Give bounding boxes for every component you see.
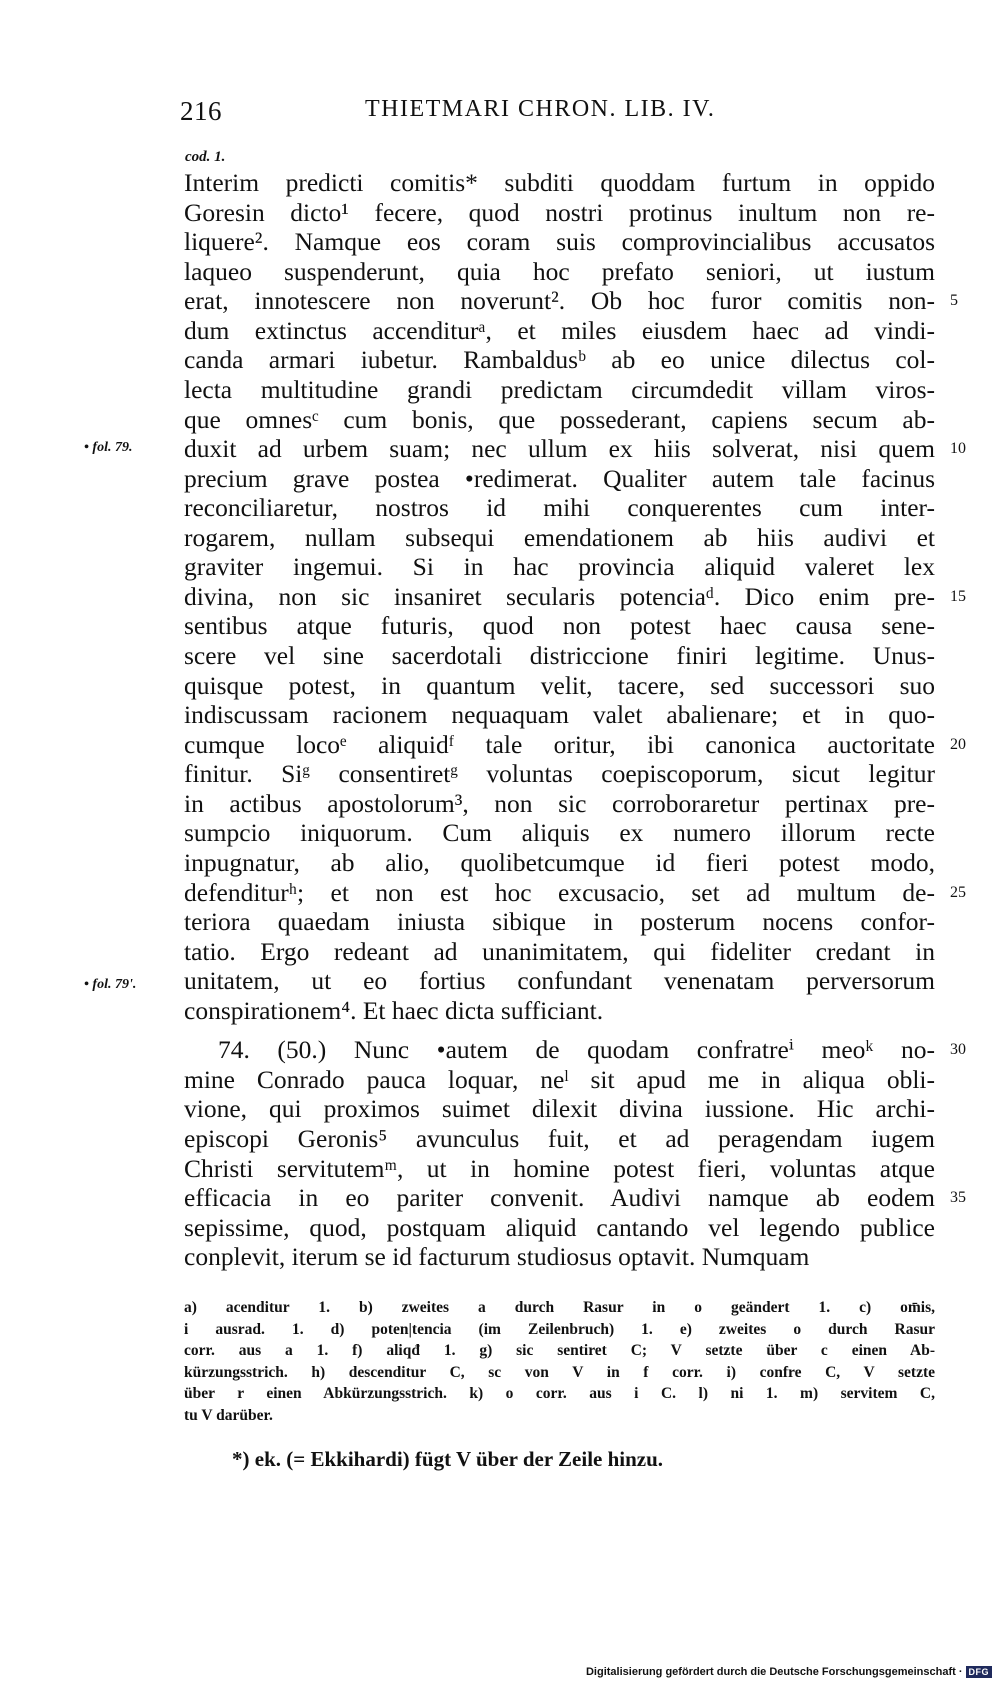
line-text: efficacia in eo pariter convenit. Audivi namque ab eodem <box>184 1183 935 1213</box>
line-text: Goresin dicto¹ fecere, quod nostri protinus inultum non re- <box>184 197 935 227</box>
line-text: defenditurʰ; et non est hoc excusacio, set ad multum de- <box>184 877 935 907</box>
text-line <box>184 966 935 996</box>
line-text: finitur. Siᵍ consentiretᵍ voluntas coepiscoporum, sicut legitur <box>184 759 935 789</box>
footnote-line: über r einen Abkürzungsstrich. k) o corr. aus i C. l) ni 1. m) servitem C, <box>184 1385 935 1402</box>
running-title: THIETMARI CHRON. LIB. IV. <box>365 96 716 122</box>
text-line <box>184 937 935 967</box>
line-text: Christi servitutemᵐ, ut in homine potest fieri, voluntas atque <box>184 1153 935 1183</box>
text-line <box>184 641 935 671</box>
line-text: rogarem, nullam subsequi emendationem ab hiis audivi et <box>184 522 935 552</box>
line-text: tatio. Ergo redeant ad unanimitatem, qui fideliter credant in <box>184 936 935 966</box>
text-line <box>184 405 935 435</box>
line-number: 5 <box>950 292 958 310</box>
line-text: sumpcio iniquorum. Cum aliquis ex numero illorum recte <box>184 818 935 848</box>
line-text: erat, innotescere non noverunt². Ob hoc furor comitis non- <box>184 286 935 316</box>
text-line <box>184 611 935 641</box>
text-line <box>184 729 966 760</box>
line-text: scere vel sine sacerdotali districcione finiri legitime. Unus- <box>184 641 935 670</box>
line-text: reconciliaretur, nostros id mihi conquerentes cum inter- <box>184 493 935 523</box>
line-text: divina, non sic insaniret secularis potenciaᵈ. Dico enim pre- <box>184 581 935 611</box>
text-line <box>184 700 935 730</box>
text-line <box>184 877 966 908</box>
text-line <box>184 493 935 523</box>
text-line <box>184 286 958 316</box>
line-text: canda armari iubetur. Rambaldusᵇ ab eo unice dilectus col- <box>184 345 935 375</box>
text-line <box>184 581 966 612</box>
line-text: precium grave postea •redimerat. Qualiter autem tale facinus <box>184 463 935 493</box>
main-text <box>184 168 966 1272</box>
line-text: mine Conrado pauca loquar, neˡ sit apud me in aliqua obli- <box>184 1064 935 1094</box>
line-text: indiscussam racionem nequaquam valet abalienare; et in quo- <box>184 700 935 730</box>
line-text: in actibus apostolorum³, non sic corroboraretur pertinax pre- <box>184 788 935 818</box>
line-text: Interim predicti comitis* subditi quoddam furtum in oppido <box>184 168 935 197</box>
text-line <box>184 1183 966 1213</box>
text-line <box>184 345 935 375</box>
line-number: 25 <box>950 883 966 901</box>
text-line <box>184 1094 935 1124</box>
digitization-credit <box>586 1666 992 1678</box>
line-number: 20 <box>950 735 966 753</box>
line-text: que omnesᶜ cum bonis, que possederant, capiens secum ab- <box>184 404 935 434</box>
line-text: 74. (50.) Nunc •autem de quodam confratreⁱ meoᵏ no- <box>218 1035 935 1065</box>
text-line <box>184 523 935 553</box>
text-line <box>184 434 966 464</box>
footnote-line: kürzungsstrich. h) descenditur C, sc von V in f corr. i) confre C, V setzte <box>184 1363 935 1381</box>
text-line <box>184 227 935 257</box>
footnotes <box>184 1297 935 1426</box>
text-line <box>184 168 935 198</box>
line-text: conplevit, iterum se id facturum studiosus optavit. Numquam <box>184 1242 810 1272</box>
line-text: sentibus atque futuris, quod non potest haec causa sene- <box>184 611 935 641</box>
text-line <box>184 671 935 701</box>
line-text: teriora quaedam iniusta sibique in posterum nocens confor- <box>184 907 935 937</box>
asterisk-note: *) ek. (= Ekkihardi) fügt V über der Zeile hinzu. <box>232 1447 664 1471</box>
line-text: vione, qui proximos suimet dilexit divina iussione. Hic archi- <box>184 1094 935 1124</box>
footnote-line: a) acenditur 1. b) zweites a durch Rasur in o geändert 1. c) om̄is, <box>184 1299 935 1316</box>
line-text: conspirationem⁴. Et haec dicta sufficiant. <box>184 995 604 1025</box>
line-text: inpugnatur, ab alio, quolibetcumque id fieri potest modo, <box>184 847 935 877</box>
text-line <box>184 1035 966 1065</box>
text-line <box>184 257 935 287</box>
page-number: 216 <box>180 96 222 126</box>
line-text: quisque potest, in quantum velit, tacere, sed successori suo <box>184 670 935 700</box>
footnote-line: corr. aus a 1. f) aliqđ 1. g) sic sentiret C; V setzte über c einen Ab- <box>184 1342 935 1359</box>
line-text: laqueo suspenderunt, quia hoc prefato seniori, ut iustum <box>184 256 935 286</box>
line-text: lecta multitudine grandi predictam circumdedit villam viros- <box>184 374 935 404</box>
line-text: duxit ad urbem suam; nec ullum ex hiis solverat, nisi quem <box>184 434 935 464</box>
text-line <box>184 996 935 1026</box>
footnote-line: tu V darüber. <box>184 1406 273 1424</box>
text-line <box>184 818 935 848</box>
line-number: 10 <box>950 440 966 458</box>
running-header <box>180 96 940 136</box>
codex-label: cod. 1. <box>185 149 226 165</box>
text-line <box>184 907 935 937</box>
text-line <box>184 316 935 346</box>
text-line <box>184 552 935 582</box>
text-line <box>184 848 935 878</box>
credit-text: Digitalisierung gefördert durch die Deutsche Forschungsgemeinschaft · <box>585 1666 963 1678</box>
dfg-logo: DFG <box>966 1666 993 1678</box>
line-text: episcopi Geronis⁵ avunculus fuit, et ad peragendam iugem <box>184 1124 935 1153</box>
text-line <box>184 1065 935 1095</box>
text-line <box>184 464 935 494</box>
line-number: 35 <box>950 1189 966 1207</box>
line-text: dum extinctus accenditurᵃ, et miles eiusdem haec ad vindi- <box>184 315 935 345</box>
line-number: 15 <box>950 587 966 605</box>
line-text: liquere². Namque eos coram suis comprovincialibus accusatos <box>184 227 935 257</box>
margin-note-fol-79v: • fol. 79'. <box>84 977 137 992</box>
margin-note-fol-79: • fol. 79. <box>84 440 133 455</box>
text-line <box>184 1213 935 1243</box>
text-line <box>184 375 935 405</box>
line-text: graviter ingemui. Si in hac provincia aliquid valeret lex <box>184 552 935 582</box>
line-text: unitatem, ut eo fortius confundant venenatam perversorum <box>184 966 935 996</box>
text-line <box>184 789 935 819</box>
text-line <box>184 1242 935 1272</box>
footnote-line: i ausrad. 1. d) poten|tencia (im Zeilenbruch) 1. e) zweites o durch Rasur <box>184 1320 935 1338</box>
line-text: cumque locoᵉ aliquidᶠ tale oritur, ibi canonica auctoritate <box>184 729 935 759</box>
text-line <box>184 1124 935 1154</box>
text-line <box>184 1154 935 1184</box>
text-line <box>184 759 935 789</box>
line-text: sepissime, quod, postquam aliquid cantando vel legendo publice <box>184 1212 935 1242</box>
line-number: 30 <box>950 1041 966 1059</box>
text-line <box>184 198 935 228</box>
